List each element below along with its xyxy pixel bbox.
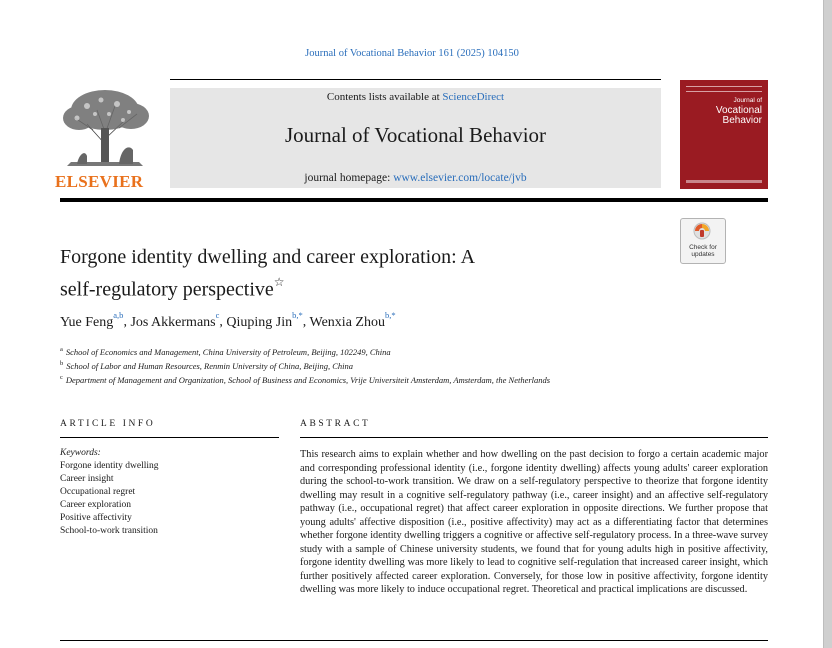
keyword: Forgone identity dwelling [60, 461, 159, 471]
article-title-line-2 [60, 271, 660, 304]
keyword: School-to-work transition [60, 526, 158, 536]
keyword: Career insight [60, 474, 114, 484]
check-updates-icon [693, 222, 711, 240]
author-name: Wenxia Zhou [309, 314, 385, 330]
cover-decoration [686, 86, 762, 92]
author-affiliation-marks[interactable]: a,b [113, 310, 124, 320]
cover-line-1: Vocational [715, 105, 762, 116]
author[interactable] [226, 310, 303, 330]
check-updates-label [681, 244, 725, 258]
check-label-line-2: updates [691, 251, 715, 258]
article-info-heading: ARTICLE INFO [60, 419, 156, 429]
author[interactable] [60, 310, 124, 330]
check-label-line-1: Check for [689, 244, 717, 251]
author-separator: , [123, 314, 131, 330]
affiliation-text: School of Labor and Human Resources, Renmin University of China, Beijing, China [66, 360, 354, 371]
check-for-updates-button[interactable] [680, 218, 726, 264]
journal-reference[interactable]: Journal of Vocational Behavior 161 (2025) 104150 [305, 48, 519, 59]
cover-title [702, 96, 762, 126]
affiliation-mark: b [60, 359, 64, 367]
affiliation [60, 358, 550, 372]
keyword: Occupational regret [60, 487, 136, 497]
abstract-heading: ABSTRACT [300, 419, 371, 429]
author[interactable] [309, 310, 396, 330]
author-name: Qiuping Jin [226, 314, 293, 330]
article-title-line-1: Forgone identity dwelling and career exploration: A [60, 246, 476, 268]
journal-masthead [170, 88, 661, 188]
keyword: Positive affectivity [60, 513, 132, 523]
journal-title: Journal of Vocational Behavior [284, 123, 547, 147]
affiliation-mark: c [60, 373, 63, 381]
keyword: Career exploration [60, 500, 131, 510]
article-title [60, 244, 660, 304]
author-affiliation-marks[interactable]: b,* [384, 310, 396, 320]
author[interactable] [130, 310, 220, 330]
author-list [60, 312, 396, 331]
contents-line [170, 91, 661, 103]
title-footnote-mark[interactable]: ☆ [273, 275, 285, 289]
contents-prefix: Contents lists available at [326, 91, 443, 103]
header-rule [170, 79, 661, 80]
author-affiliation-marks[interactable]: c [215, 310, 220, 320]
sciencedirect-link[interactable]: ScienceDirect [442, 91, 505, 103]
keywords-label: Keywords: [60, 448, 101, 458]
homepage-link[interactable]: www.elsevier.com/locate/jvb [393, 172, 527, 184]
author-name: Yue Feng [60, 314, 114, 330]
affiliation-list [60, 344, 550, 385]
author-separator: , [219, 314, 227, 330]
elsevier-wordmark: ELSEVIER [55, 172, 144, 191]
journal-cover-thumbnail[interactable] [680, 80, 768, 189]
journal-homepage [170, 172, 661, 184]
abstract-text: This research aims to explain whether and how dwelling on the past decision to forgo a certain academic major and corresponding professional identity (i.e., forgone identity dwelling) affects young adults' career exploration during the school-to-work transition. We draw on a self-regulatory perspective to theorize that forgone identity dwelling may result in a cognitive self-regulatory pathway (i.e., career insight) and an affective self-regulatory pathway (i.e., occupational regret) that affect career exploration in opposite directions. We further propose that young adults' affective disposition (i.e., positive affectivity) may act as a differentiating factor that determines whether forgone identity dwelling triggers a cognitive or affective self-regulatory process. In a three-wave survey study with a sample of Chinese university students, we found that for young adults high in positive affectivity, forgone identity dwelling was more likely to lead to cognitive self-regulation that increased career insight, which further positively affected career exploration. Conversely, for those low in positive affectivity, forgone identity dwelling was more likely to induce occupational regret. Theoretical and practical implications are discussed. [300, 449, 768, 595]
affiliation [60, 372, 550, 386]
homepage-prefix: journal homepage: [304, 172, 394, 184]
affiliation-mark: a [60, 346, 63, 353]
affiliation-text: Department of Management and Organization, School of Business and Economics, Vrije Universiteit Amsterdam, Amsterdam, the Netherlands [65, 374, 551, 385]
header-thick-rule [60, 198, 768, 202]
article-info-rule [60, 437, 279, 438]
section-bottom-rule [60, 640, 768, 641]
author-affiliation-marks[interactable]: b,* [292, 310, 303, 320]
viewer-scrollbar[interactable] [823, 0, 832, 648]
affiliation-text: School of Economics and Management, China University of Petroleum, Beijing, 102249, China [65, 346, 391, 357]
keywords-list [60, 447, 159, 538]
cover-small-text: Journal of [733, 97, 762, 104]
abstract-rule [300, 437, 768, 438]
cover-footer-band [686, 180, 762, 183]
article-title-line-2-text: self-regulatory perspective [60, 278, 274, 301]
author-separator: , [302, 314, 310, 330]
affiliation [60, 344, 550, 358]
cover-line-2: Behavior [722, 115, 762, 126]
author-name: Jos Akkermans [130, 314, 216, 330]
